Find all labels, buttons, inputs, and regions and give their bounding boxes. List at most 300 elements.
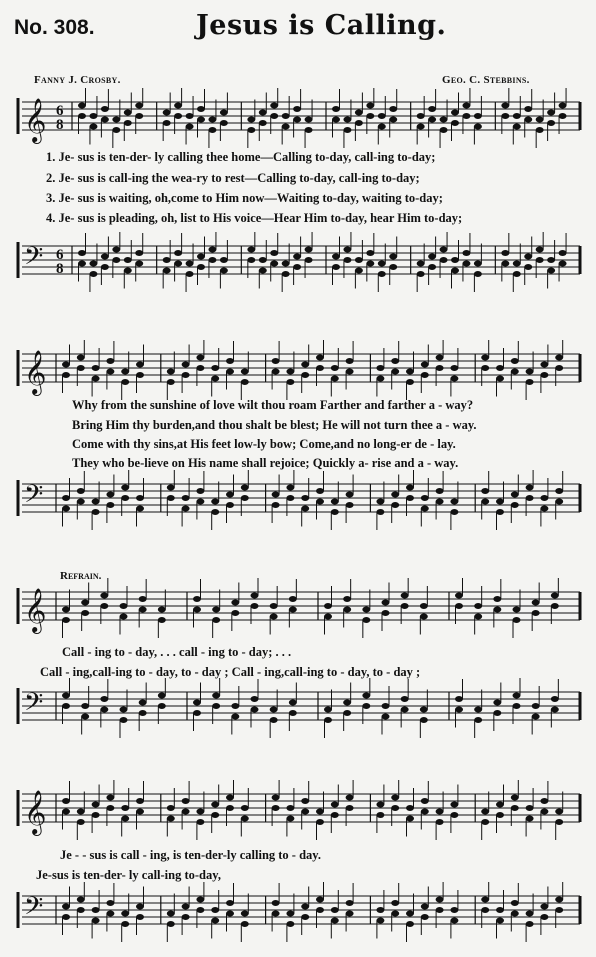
- note: [186, 124, 194, 130]
- note: [62, 904, 70, 910]
- note: [226, 795, 234, 801]
- note: [496, 365, 504, 371]
- note: [536, 127, 544, 133]
- note: [301, 798, 309, 804]
- note: [450, 499, 458, 505]
- note: [428, 117, 436, 123]
- note: [428, 264, 436, 270]
- note: [501, 103, 509, 109]
- note: [366, 103, 374, 109]
- note: [440, 257, 448, 263]
- note: [89, 261, 97, 267]
- note: [231, 600, 239, 606]
- note: [493, 596, 501, 602]
- note: [174, 103, 182, 109]
- note: [226, 492, 234, 498]
- hymn-number: No. 308.: [14, 16, 95, 39]
- note: [474, 271, 482, 277]
- note: [193, 596, 201, 602]
- note: [121, 805, 129, 811]
- note: [421, 809, 429, 815]
- note: [77, 355, 85, 361]
- note: [92, 918, 100, 924]
- note: [182, 914, 190, 920]
- note: [92, 802, 100, 808]
- note: [346, 358, 354, 364]
- note: [376, 802, 384, 808]
- note: [293, 117, 301, 123]
- note: [501, 261, 509, 267]
- note: [536, 117, 544, 123]
- note: [208, 127, 216, 133]
- note: [241, 369, 249, 375]
- note: [455, 593, 463, 599]
- note: [532, 610, 540, 616]
- note: [316, 355, 324, 361]
- note: [174, 261, 182, 267]
- note: [211, 812, 219, 818]
- note: [286, 911, 294, 917]
- system-1-bass-staff: [0, 232, 596, 294]
- note: [406, 911, 414, 917]
- note: [332, 117, 340, 123]
- time-signature-top: 6: [56, 247, 64, 263]
- note: [231, 703, 239, 709]
- note: [289, 700, 297, 706]
- note: [196, 499, 204, 505]
- note: [120, 614, 128, 620]
- note: [186, 271, 194, 277]
- note: [406, 921, 414, 927]
- note: [270, 250, 278, 256]
- note: [92, 499, 100, 505]
- note: [450, 812, 458, 818]
- note: [286, 495, 294, 501]
- verse-1-line-2: Why from the sunshine of love wilt thou roam Farther and farther a - way?: [72, 398, 474, 412]
- note: [124, 268, 132, 274]
- note: [89, 113, 97, 119]
- note: [120, 603, 128, 609]
- note: [513, 261, 521, 267]
- note: [259, 120, 267, 126]
- note: [331, 802, 339, 808]
- note: [389, 254, 397, 260]
- note: [100, 603, 108, 609]
- note: [316, 809, 324, 815]
- system-3-bass-staff: [0, 678, 596, 740]
- note: [270, 603, 278, 609]
- note: [226, 911, 234, 917]
- bass-clef-icon: 𝄢: [24, 892, 44, 927]
- note: [547, 257, 555, 263]
- author-credit: Fanny J. Crosby.: [34, 74, 121, 86]
- note: [158, 703, 166, 709]
- note: [270, 113, 278, 119]
- note: [401, 603, 409, 609]
- note: [406, 805, 414, 811]
- note: [251, 603, 259, 609]
- note: [406, 495, 414, 501]
- note: [540, 372, 548, 378]
- note: [420, 717, 428, 723]
- note: [251, 593, 259, 599]
- note: [555, 897, 563, 903]
- note: [241, 805, 249, 811]
- note: [540, 506, 548, 512]
- note: [247, 117, 255, 123]
- note: [376, 812, 384, 818]
- note: [106, 900, 114, 906]
- note: [440, 247, 448, 253]
- note: [540, 809, 548, 815]
- note: [540, 495, 548, 501]
- note: [481, 355, 489, 361]
- note: [406, 379, 414, 385]
- system-1-treble-staff: [0, 88, 596, 150]
- note: [331, 907, 339, 913]
- note: [226, 369, 234, 375]
- note: [376, 376, 384, 382]
- note: [121, 485, 129, 491]
- note: [158, 607, 166, 613]
- note: [355, 268, 363, 274]
- system-2-treble-staff: [0, 340, 596, 402]
- note: [366, 113, 374, 119]
- note: [401, 696, 409, 702]
- note: [124, 120, 132, 126]
- note: [289, 607, 297, 613]
- note: [212, 617, 220, 623]
- note: [406, 485, 414, 491]
- note: [440, 117, 448, 123]
- note: [331, 499, 339, 505]
- note: [270, 707, 278, 713]
- note: [462, 250, 470, 256]
- note: [451, 120, 459, 126]
- note: [526, 369, 534, 375]
- note: [208, 247, 216, 253]
- note: [324, 707, 332, 713]
- refrain-label: Refrain.: [60, 570, 102, 582]
- note: [343, 117, 351, 123]
- note: [378, 271, 386, 277]
- note: [513, 113, 521, 119]
- note: [167, 369, 175, 375]
- note: [293, 106, 301, 112]
- note: [378, 261, 386, 267]
- note: [331, 365, 339, 371]
- note: [163, 120, 171, 126]
- note: [182, 372, 190, 378]
- note: [286, 921, 294, 927]
- note: [106, 795, 114, 801]
- note: [316, 897, 324, 903]
- note: [167, 911, 175, 917]
- note: [62, 495, 70, 501]
- note: [316, 499, 324, 505]
- note: [121, 911, 129, 917]
- note: [272, 369, 280, 375]
- note: [135, 103, 143, 109]
- note: [193, 710, 201, 716]
- note: [174, 250, 182, 256]
- note: [212, 703, 220, 709]
- note: [136, 495, 144, 501]
- note: [293, 254, 301, 260]
- note: [301, 506, 309, 512]
- note: [316, 365, 324, 371]
- note: [301, 904, 309, 910]
- note: [481, 488, 489, 494]
- note: [343, 257, 351, 263]
- note: [391, 805, 399, 811]
- note: [112, 117, 120, 123]
- note: [362, 703, 370, 709]
- treble-clef-icon: 𝄞: [24, 790, 47, 834]
- note: [332, 106, 340, 112]
- note: [301, 809, 309, 815]
- note: [62, 809, 70, 815]
- note: [241, 485, 249, 491]
- note: [211, 907, 219, 913]
- note: [77, 488, 85, 494]
- note: [436, 897, 444, 903]
- note: [436, 809, 444, 815]
- note: [362, 693, 370, 699]
- note: [259, 268, 267, 274]
- note: [167, 805, 175, 811]
- note: [92, 812, 100, 818]
- note: [305, 127, 313, 133]
- note: [526, 379, 534, 385]
- note: [391, 900, 399, 906]
- note: [511, 502, 519, 508]
- note: [293, 264, 301, 270]
- note: [100, 696, 108, 702]
- note: [106, 358, 114, 364]
- note: [124, 257, 132, 263]
- note: [496, 499, 504, 505]
- note: [511, 805, 519, 811]
- note: [540, 362, 548, 368]
- note: [513, 271, 521, 277]
- note: [212, 693, 220, 699]
- note: [455, 603, 463, 609]
- note: [301, 914, 309, 920]
- note: [555, 819, 563, 825]
- note: [474, 113, 482, 119]
- note: [540, 904, 548, 910]
- treble-clef-icon: 𝄞: [24, 350, 47, 394]
- note: [455, 707, 463, 713]
- note: [112, 127, 120, 133]
- note: [220, 120, 228, 126]
- note: [451, 257, 459, 263]
- system-3-treble-staff: [0, 578, 596, 640]
- note: [559, 250, 567, 256]
- note: [197, 117, 205, 123]
- note: [212, 607, 220, 613]
- note: [362, 607, 370, 613]
- note: [197, 264, 205, 270]
- note: [346, 502, 354, 508]
- note: [559, 261, 567, 267]
- note: [391, 502, 399, 508]
- note: [182, 362, 190, 368]
- note: [163, 268, 171, 274]
- note: [92, 365, 100, 371]
- note: [366, 261, 374, 267]
- note: [462, 113, 470, 119]
- note: [389, 106, 397, 112]
- note: [511, 911, 519, 917]
- bass-clef-icon: 𝄢: [24, 688, 44, 723]
- note: [289, 710, 297, 716]
- note: [282, 261, 290, 267]
- note: [450, 802, 458, 808]
- note: [101, 106, 109, 112]
- verse-4-line-2: They who be-lieve on His name shall rejoice; Quickly a- rise and a - way.: [72, 456, 459, 470]
- note: [62, 617, 70, 623]
- note: [421, 372, 429, 378]
- note: [305, 247, 313, 253]
- note: [401, 707, 409, 713]
- note: [211, 376, 219, 382]
- note: [272, 911, 280, 917]
- note: [436, 819, 444, 825]
- note: [259, 257, 267, 263]
- note: [78, 250, 86, 256]
- note: [174, 113, 182, 119]
- note: [343, 247, 351, 253]
- note: [182, 798, 190, 804]
- note: [382, 714, 390, 720]
- note: [196, 819, 204, 825]
- hymn-title: Jesus is Calling.: [196, 10, 447, 41]
- note: [496, 376, 504, 382]
- note: [511, 492, 519, 498]
- note: [101, 254, 109, 260]
- note: [78, 103, 86, 109]
- note: [81, 610, 89, 616]
- note: [455, 696, 463, 702]
- note: [136, 362, 144, 368]
- note: [121, 921, 129, 927]
- note: [196, 355, 204, 361]
- note: [89, 124, 97, 130]
- note: [526, 816, 534, 822]
- note: [406, 816, 414, 822]
- note: [526, 805, 534, 811]
- note: [513, 607, 521, 613]
- note: [343, 127, 351, 133]
- note: [421, 914, 429, 920]
- note: [496, 812, 504, 818]
- note: [272, 358, 280, 364]
- note: [389, 264, 397, 270]
- bass-clef-icon: 𝄢: [24, 242, 44, 277]
- note: [112, 247, 120, 253]
- note: [421, 495, 429, 501]
- note: [81, 703, 89, 709]
- note: [197, 106, 205, 112]
- note: [241, 921, 249, 927]
- note: [120, 717, 128, 723]
- note: [376, 509, 384, 515]
- note: [496, 802, 504, 808]
- note: [474, 614, 482, 620]
- note: [391, 358, 399, 364]
- note: [62, 703, 70, 709]
- note: [536, 257, 544, 263]
- note: [196, 365, 204, 371]
- note: [270, 614, 278, 620]
- note: [286, 805, 294, 811]
- note: [524, 254, 532, 260]
- note: [101, 264, 109, 270]
- note: [401, 593, 409, 599]
- note: [316, 488, 324, 494]
- note: [331, 918, 339, 924]
- note: [417, 261, 425, 267]
- note: [481, 809, 489, 815]
- note: [421, 506, 429, 512]
- note: [92, 376, 100, 382]
- note: [101, 117, 109, 123]
- note: [331, 812, 339, 818]
- note: [355, 110, 363, 116]
- note: [436, 488, 444, 494]
- note: [532, 600, 540, 606]
- note: [226, 805, 234, 811]
- note: [139, 607, 147, 613]
- note: [106, 369, 114, 375]
- note: [526, 921, 534, 927]
- note: [316, 819, 324, 825]
- note: [100, 707, 108, 713]
- note: [332, 254, 340, 260]
- note: [346, 911, 354, 917]
- note: [481, 365, 489, 371]
- note: [417, 124, 425, 130]
- note: [481, 819, 489, 825]
- note: [77, 897, 85, 903]
- note: [193, 607, 201, 613]
- note: [226, 358, 234, 364]
- note: [450, 365, 458, 371]
- note: [220, 257, 228, 263]
- note: [167, 921, 175, 927]
- note: [106, 492, 114, 498]
- note: [555, 355, 563, 361]
- note: [420, 603, 428, 609]
- note: [532, 714, 540, 720]
- note: [513, 124, 521, 130]
- note: [547, 110, 555, 116]
- note: [451, 268, 459, 274]
- note: [382, 703, 390, 709]
- note: [362, 617, 370, 623]
- note: [158, 617, 166, 623]
- note: [139, 710, 147, 716]
- note: [343, 700, 351, 706]
- note: [559, 103, 567, 109]
- note: [272, 492, 280, 498]
- note: [474, 707, 482, 713]
- note: [436, 355, 444, 361]
- note: [474, 124, 482, 130]
- note: [211, 365, 219, 371]
